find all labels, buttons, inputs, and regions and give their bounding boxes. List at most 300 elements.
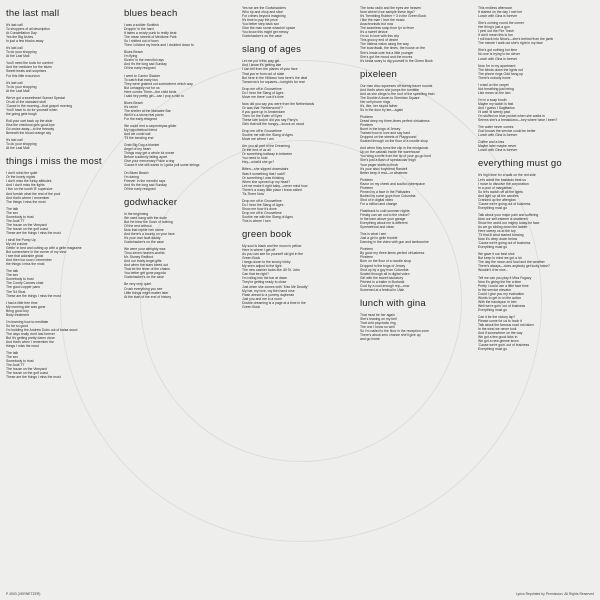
lyric-line: Pixeleen xyxy=(360,123,374,128)
lyric-line: Anachronistic but now xyxy=(360,22,394,27)
lyric-line: The house on the Vineyard xyxy=(6,222,47,227)
lyric-line: 'Cause we're goin' out of business xyxy=(478,343,530,348)
lyric-line: The Audi TT xyxy=(6,363,25,368)
lyric-line: Now it's deep down below xyxy=(478,237,518,242)
lyric-line: It's last call xyxy=(6,80,23,85)
lyric-line: The house on the golf coast xyxy=(6,226,48,231)
lyric-line: Here sweep us at the top xyxy=(478,229,516,234)
catalog-number: P 4903 (VERNETZER) xyxy=(6,592,41,596)
lyric-line: It takes a crusty punk to really beat xyxy=(124,31,177,36)
lyric-line: Somebody to trust xyxy=(6,214,34,219)
lyric-line: For a million and change xyxy=(360,201,398,206)
lyric-line: Of the early resigned xyxy=(124,186,156,191)
lyric-line: Razor on my cheek and soulful cyberspace xyxy=(360,181,425,186)
lyric-line: You wing a knife from the tip of your go-go boot xyxy=(360,154,431,159)
lyric-line: Well we're goin' out of business xyxy=(478,303,526,308)
lyric-line: Freaky can we out to the choice? xyxy=(360,213,410,218)
lyric-line: The torso radio and the eyes are heaven xyxy=(360,6,422,10)
lyric-line: Let's admit the bastards beat us xyxy=(478,177,526,182)
lyric-line: Drop me off in Groovetime xyxy=(242,129,282,134)
lyric-line: And it's the long sad Sunday xyxy=(124,62,167,67)
lyric-line: By good my three-times perfect virtualness xyxy=(360,251,425,256)
lyric-line: So I'm nailed to the floor in the reception zone xyxy=(360,329,429,334)
lyric-line: At the Last Mall xyxy=(6,88,30,93)
lyric-line: Green Book xyxy=(242,256,261,261)
lyric-line: This is where I turn xyxy=(242,219,271,224)
lyric-line: My seen adjust to the light xyxy=(242,264,282,269)
lyric-line: Tomorrow's for squares—tonight's for real xyxy=(242,79,305,84)
lyric-line: And if somewhere on the way xyxy=(478,331,523,336)
lyric-line: There's always—does anybody get lucky twice? xyxy=(478,264,550,269)
lyric-line: Pixeleen xyxy=(360,255,374,260)
lyric-line: So let's switch off all the lights xyxy=(478,189,523,194)
lyric-line: And our truely angel gifts xyxy=(124,259,162,264)
lyric-line: And when Nay turns the clip in the minigclock xyxy=(360,146,429,151)
lyric-line: You better get gone pagoda xyxy=(124,271,166,276)
lyric-line: Blues Beach xyxy=(124,100,144,105)
lyric-line: Wouldn't it be nice... xyxy=(478,268,509,273)
lyric-line: The phone rings Odd hang up xyxy=(478,71,524,76)
lyric-line: Pixeleen xyxy=(360,185,374,190)
song-title: the last mall xyxy=(6,8,60,19)
lyric-line: For the early resigned xyxy=(124,116,157,121)
lyric-line: Now it's giving the fire a time xyxy=(478,279,522,284)
lyric-line: Kiss the checkout girls good-bye xyxy=(6,122,55,127)
lyric-line: Before suddenly falling apart xyxy=(124,155,167,160)
lyric-line: It's last call xyxy=(6,23,23,27)
lyric-line: The blinds down the lights out xyxy=(478,67,523,72)
lyric-line: Just when she comes with "Kiss Me Deadly" xyxy=(242,284,309,289)
lyric-line: That you're from out of state xyxy=(242,71,285,76)
lyric-line: And light up all the candles xyxy=(478,193,519,198)
lyric-line: It's your own fault daddy xyxy=(124,236,161,241)
lyric-line: Words to get in on the action xyxy=(478,295,522,300)
lyric-line: Now our self-esteem is shattered xyxy=(478,216,528,221)
lyric-line: Of the rest without xyxy=(124,223,152,228)
lyric-line: At the Last Mall xyxy=(6,54,30,59)
lyric-line: Her thing's just a gun xyxy=(478,25,510,30)
lyric-line: I'm flying xyxy=(124,54,138,59)
lyric-line: Everything must go xyxy=(478,347,508,352)
lyric-line: As we go sliding down the ladder xyxy=(478,225,528,230)
lyric-line: But here in the Hilltown how here's the deal xyxy=(242,75,308,80)
lyric-line: Screened at a festival in Utah xyxy=(360,287,405,292)
rights-notice: Lyrics Reprinted by Permission. All Rights Reserved xyxy=(515,592,594,596)
lyric-line: Blues Beach xyxy=(124,50,144,55)
lyric-line: I'll wait 'til twenty past xyxy=(478,110,511,115)
lyric-line: I'm building the Andrew Dobs out of balsa wood xyxy=(6,327,78,332)
lyric-line: Move me where I am xyxy=(242,137,274,142)
lyric-line: At Constellation Day xyxy=(6,31,37,36)
lyric-line: I went to Cantor Slacker xyxy=(124,73,161,78)
lyric-line: Your pager starts to throb xyxy=(360,162,399,167)
lyric-line: Yes the Big Ashes xyxy=(6,35,34,40)
lyric-line: Do I hear the Slang of Ages xyxy=(242,90,284,95)
lyric-line: Scaled through all in digital video xyxy=(360,271,410,276)
lyric-line: My old cuisine xyxy=(6,242,28,247)
lyric-line: Sizzlin' in the merciful rays xyxy=(124,58,164,63)
lyric-line: Lunch with Gina is forever xyxy=(478,133,518,138)
lyric-line: My hypothetical friend xyxy=(124,128,157,133)
lyric-line: I'm rolling into the bar at dawn xyxy=(242,276,288,281)
lyric-line: The '54 Strat xyxy=(6,289,26,294)
lyric-line: Maybe my watch is fast xyxy=(478,101,514,106)
lyric-line: The Audi TT xyxy=(6,218,25,223)
lyric-line: You better step back son xyxy=(242,22,280,27)
lyric-line: Tell me can you play it Miss Fugazy xyxy=(478,275,532,280)
lyric-line: Or the end of us all xyxy=(242,148,271,153)
lyric-line: Seems she's a breakdown—hey where have I been? xyxy=(478,118,558,123)
lyric-line: I don't mind the quiet xyxy=(6,171,38,176)
lyric-line: It's last call xyxy=(6,138,23,143)
lyric-line: She's just a flash of spectacular thigh xyxy=(360,158,416,163)
lyric-line: Show the world our mighty today-he face xyxy=(478,220,540,225)
song-title: things i miss the most xyxy=(6,156,102,168)
lyric-line: Mr. Stoney Redford xyxy=(124,255,154,260)
lyric-line: At the Last Mall xyxy=(6,146,30,151)
lyric-line: Bring good boy xyxy=(6,308,29,313)
lyric-line: I can tell from the planes of your face xyxy=(242,67,298,72)
lyric-line: On Blues Beach xyxy=(124,170,149,175)
lyric-line: Soaked through on the floor of a noodle shop xyxy=(360,139,428,144)
lyric-line: For crimes beyond imagining xyxy=(242,14,286,19)
lyric-line: 'Cause if she still wants in I gotta pull some strings xyxy=(124,163,200,168)
lyric-line: To catch that early bus xyxy=(124,77,158,82)
lyric-line: These are the things I miss the most xyxy=(6,375,61,380)
lyric-line: In the beginning xyxy=(124,211,149,216)
lyric-line: The boardwalk, the times, the house on fire xyxy=(360,46,426,51)
lyric-line: Roll your cart back up the aisle xyxy=(6,118,53,123)
lyric-line: Droppin' in the hard xyxy=(124,27,154,32)
lyric-line: I'm stuffed on blue pocket when she walks in xyxy=(478,114,545,119)
lyric-line: The one I know so well xyxy=(360,325,395,329)
lyric-line: In the barn above your garage xyxy=(360,217,406,222)
lyric-line: Godwhacker's on the case xyxy=(124,275,164,280)
lyric-line: Everything must go xyxy=(478,245,508,250)
lyric-line: To shoppers of all description xyxy=(6,27,50,32)
lyric-line: Show me how it's done xyxy=(242,206,277,211)
lyric-line: Give your mercenary Pokie a ring xyxy=(124,159,175,164)
lyric-line: For this little excursion xyxy=(6,73,40,78)
lyric-line: We got a few good licks in xyxy=(478,335,518,340)
lyric-line: Of the early resigned xyxy=(124,66,156,71)
lyric-line: This groovy end of desire xyxy=(360,38,399,43)
lyric-line: Talk about the famous road not taken xyxy=(478,323,534,328)
lyric-line: The sex xyxy=(6,355,19,360)
lyric-line: Beneath the blood orange sky xyxy=(6,131,52,136)
lyric-line: Do I hear the Slang of Ages xyxy=(242,202,284,207)
lyric-line: It's high time for a walk on the red side xyxy=(478,173,536,178)
lyric-line: I move to dissolve the corporation xyxy=(478,181,529,186)
lyric-line: Not breathing just being xyxy=(478,86,514,91)
lyric-line: Somebody to trust xyxy=(6,277,34,282)
lyric-line: Can that be right? xyxy=(242,272,269,277)
lyric-line: It's rainin' xyxy=(124,104,139,109)
lyric-line: Lunch with Gina is forever xyxy=(478,14,518,19)
lyric-line: And then too soon I remember xyxy=(6,258,52,263)
lyric-line: I tango down to the smoky lobby xyxy=(242,260,291,265)
lyric-line: But He blew the Gosh of nothing xyxy=(124,219,173,224)
lyric-line: Are you all part of the Dreaming xyxy=(242,144,290,149)
lyric-line: Crush everything you see xyxy=(124,286,163,291)
lyric-line: It's time to pay the price xyxy=(242,18,278,23)
lyric-line: Let me put it this way girl xyxy=(242,59,280,64)
lyric-line: I crawl on the carpet xyxy=(478,82,509,87)
lyrics-column xyxy=(242,6,350,309)
lyric-line: and go home xyxy=(360,337,380,342)
lyric-line: As you can see for yourself old girl in the xyxy=(242,252,304,257)
lyric-line: The things I miss the most xyxy=(6,199,46,204)
lyric-line: Bitten—she slipped downstairs xyxy=(242,167,289,172)
lyric-line: Now I'm in my apartment xyxy=(478,63,516,68)
lyric-line: Now where'd we sample these legs? xyxy=(360,10,415,15)
lyric-line: It's your also! boyfriend Randell xyxy=(360,166,408,171)
lyric-line: Lunch with Gina is forever xyxy=(478,148,518,153)
lyric-line: The talk xyxy=(6,351,19,356)
lyric-line: Cranked up the afterglow xyxy=(478,197,516,202)
lyric-line: Lunch with Gina is forever xyxy=(478,56,518,61)
lyric-line: Let me make it right baby—never mind how xyxy=(242,183,308,188)
lyric-line: These late lookin' did you say Parry's xyxy=(242,117,298,122)
lyric-line: Burnt in the bogs of Jersey xyxy=(360,127,401,132)
lyric-line: 'Ta-There Now' xyxy=(242,191,265,196)
lyric-line: Pixeleen xyxy=(360,247,374,252)
lyric-line: It's Trembling Rubber + 3 in the Green Book xyxy=(360,14,427,19)
song-title: godwhacker xyxy=(124,196,178,208)
lyric-line: Soothe me with the Slang of Ages xyxy=(242,214,293,219)
lyric-line: Here is where I get off xyxy=(242,248,276,253)
lyric-line: Shot up by a guy from Columbia xyxy=(360,267,409,272)
lyric-line: I was a soldier Scottish xyxy=(124,23,159,27)
lyric-line: Or something halfway in between xyxy=(242,152,293,157)
lyric-line: On all of the standard stuff xyxy=(6,99,46,104)
lyric-line: She's got nothing but time xyxy=(478,48,518,53)
lyric-line: At the start of the end of history xyxy=(124,294,172,299)
lyric-line: So far so good xyxy=(6,323,29,328)
lyric-line: Hey—what'd she go? xyxy=(242,160,275,165)
lyric-line: The new cashier looks like Jill St. John xyxy=(242,268,301,273)
lyric-line: And I don't miss the fights xyxy=(6,183,45,188)
lyric-line: Dropped in the bogs of Jersey xyxy=(360,263,406,268)
lyric-line: These are the things I miss the most xyxy=(6,293,61,298)
lyric-line: In the wind we never took xyxy=(478,327,517,332)
lyric-line: I had a little free time xyxy=(6,300,38,305)
song-title: pixeleen xyxy=(360,68,397,80)
lyric-line: Girl with the sweet backstory xyxy=(360,275,404,280)
lyric-line: Pretty I could use a little face time xyxy=(478,283,529,288)
lyric-line: There's a crazy little place I know called xyxy=(242,187,302,192)
lyric-line: Who rip and chop and slice xyxy=(242,10,283,15)
lyric-line: My hat, my love, my thin hand rose xyxy=(242,288,295,293)
lyric-line: Or the lonely nights xyxy=(6,175,36,180)
lyric-line: So in the door by ten—again xyxy=(360,107,403,112)
lyric-line: Pixeleen xyxy=(360,114,374,119)
lyric-line: Just a girl in girlie trouble xyxy=(360,236,398,241)
lyric-line: Pinned by a face in the Palisades xyxy=(360,189,411,194)
lyric-line: If you gave up in Amsterdam xyxy=(242,109,285,114)
lyric-line: Freezin' in the merciful rays xyxy=(124,178,166,183)
lyric-line: Everything must go xyxy=(478,307,508,312)
lyric-line: And furnish what the rest of the pool xyxy=(6,191,61,196)
lyric-line: Give the man some whackin' space xyxy=(242,26,296,31)
lyric-line: In a pool of margaritas xyxy=(478,185,512,190)
lyrics-column xyxy=(6,6,114,379)
lyric-line: These are the things I miss the most xyxy=(6,230,61,235)
lyric-line: Better keep it real—or whatever xyxy=(360,170,408,175)
lyric-line: And I guess I Sagittarius xyxy=(478,105,515,110)
lyric-line: We've got a sweetheart Sunset Special xyxy=(6,95,65,100)
lyric-line: Pixeleen xyxy=(360,177,374,182)
lyric-line: And I know it's getting late xyxy=(242,63,282,68)
lyric-line: And as she clings to the roof of the speeding train xyxy=(360,91,435,96)
lyric-line: The sex xyxy=(6,273,19,278)
lyric-line: Girls that will the hungry—knock on wood xyxy=(242,122,305,127)
lyric-line: Her cell phone rings xyxy=(360,99,391,104)
lyric-line: She's got the mood and the moves xyxy=(360,54,413,59)
lyric-line: Bodied by some guys from Columbia xyxy=(360,193,416,198)
lyric-line: Trained how to love and say hard xyxy=(360,131,411,136)
lyric-line: We gave it our best shot xyxy=(478,252,515,257)
lyric-line: Angel of my heart xyxy=(124,147,151,152)
lyric-line: We used hang with the dude xyxy=(124,215,167,220)
lyric-line: Body treatment xyxy=(6,312,29,317)
lyric-line: The Double A down to Sheridan Square xyxy=(360,95,420,100)
lyric-line: Up on the catwalk inside the warehouse xyxy=(360,150,420,155)
lyric-line: Was it something that I said? xyxy=(242,171,286,176)
lyric-line: The Comfy Cannes chair xyxy=(6,281,44,286)
lyric-line: I like the man I love the music xyxy=(360,18,405,23)
lyric-line: In the service elevator xyxy=(478,287,512,292)
lyric-line: And it's the long sad Sunday xyxy=(124,182,167,187)
lyric-line: You'll have to do for yourself when xyxy=(6,107,58,112)
lyric-line: I'm daring xyxy=(124,174,139,179)
lyric-line: It don't mean this is fun xyxy=(478,33,513,38)
lyric-line: Please come for us to hook it xyxy=(478,319,522,323)
lyric-line: And that's when I remember the xyxy=(6,340,54,345)
song-title: lunch with gina xyxy=(360,297,426,309)
lyric-line: Everything must go xyxy=(478,205,508,210)
lyric-line: There's about zero chance she'll give up xyxy=(360,333,421,338)
lyric-line: I'm learning how to meditate xyxy=(6,319,49,324)
lyric-line: She's kinda cute but a little younger xyxy=(360,50,414,55)
lyric-line: Or something I was thinking xyxy=(242,175,284,180)
lyric-line: She's leaning on my bell xyxy=(360,316,397,321)
lyric-line: Drop me off in Groovetime xyxy=(242,86,282,91)
lyric-line: 'Til the bending end xyxy=(124,136,154,141)
lyric-line: the things I miss the most xyxy=(6,262,45,267)
lyric-line: Flashback to cold summer nights xyxy=(360,208,410,213)
lyrics-column xyxy=(478,6,586,351)
lyric-line: Soothe me with the Slang of Ages xyxy=(242,133,293,138)
lyric-line: 'Cause in the morning—that gospel morning xyxy=(6,103,73,108)
lyric-line: Like mean on the lam xyxy=(478,90,511,95)
lyric-line: In just a few blocks away xyxy=(6,39,44,44)
lyric-line: Now that reptile heir name xyxy=(124,227,164,232)
lyric-line: Can it be the victory lap? xyxy=(478,314,516,319)
lyric-line: Dread deep my three-times perfect virtualness xyxy=(360,119,430,124)
lyric-line: Somebody to trust xyxy=(6,359,34,364)
lyric-line: The water never comes xyxy=(478,125,514,130)
lyric-line: Godwhacker's on the case xyxy=(124,240,164,245)
lyric-line: It's last call xyxy=(6,46,23,51)
lyric-line: They were grained out somewhere which way xyxy=(124,81,193,86)
lyric-line: Grab Big Dog a blanket xyxy=(124,143,160,148)
lyric-line: I'm in a soap booth xyxy=(478,97,507,102)
lyric-line: Be very very quiet xyxy=(124,282,152,287)
lyric-line: We could rent a carpentripas glider xyxy=(124,124,177,129)
lyric-line: My morning site was gone xyxy=(6,304,46,309)
lyric-line: 'Til that ill wind started blowing xyxy=(478,233,524,238)
lyric-line: I peel out the Fire Trash xyxy=(478,29,514,34)
lyric-line: But unhappily not for us xyxy=(124,85,160,90)
lyric-line: Dancing in the video with gun and tambourine xyxy=(360,240,429,245)
lyric-line: Drop me off in Groovetime xyxy=(242,198,282,203)
lyric-line: Move me there 'cos it's time xyxy=(242,94,284,99)
lyric-line: Sweet treats and surprises xyxy=(6,69,47,74)
lyric-line: So I shifted out of town xyxy=(124,39,159,44)
lyrics-column xyxy=(124,6,232,299)
lyric-line: To do your shopping xyxy=(6,84,37,89)
lyric-line: Everything about me is different xyxy=(360,221,408,226)
lyric-line: We were your almighty was xyxy=(124,247,166,252)
lyric-line: Godwhacker's on the case xyxy=(242,34,282,39)
lyric-line: And we could sail xyxy=(124,132,151,137)
lyric-line: I roll back into Nina's—she's behind from the jamb xyxy=(478,37,554,42)
lyric-line: The seamless soap from fyr to fever xyxy=(360,26,415,31)
lyric-line: Double dreaming is a page at a time in the xyxy=(242,300,306,305)
song-title: green book xyxy=(242,229,292,241)
lyric-line: I see that adorable ghost xyxy=(6,254,44,259)
lyric-line: I stroll the Pump Up xyxy=(6,237,36,242)
lyric-line: They're getting ready to close xyxy=(242,280,287,285)
lyric-line: 'Cause we're going out of business xyxy=(478,201,531,206)
lyric-line: She's coming round the corner xyxy=(478,21,525,26)
lyric-line: My soul is black and the moon is yellow xyxy=(242,244,302,249)
lyric-line: Our man Also squeezes off twenty tracer rounds xyxy=(360,83,433,88)
lyric-line: This is what I see xyxy=(360,232,387,237)
lyric-line: It started on the day I met her xyxy=(478,10,523,15)
lyric-line: Dropped on the streets of Playground xyxy=(360,135,417,140)
lyric-line: To do your shopping xyxy=(6,142,37,147)
lyric-line: And that's when she jumps the turnstile xyxy=(360,87,419,92)
lyric-line: Symmetrical and clean xyxy=(360,225,395,230)
lyric-line: You need to hold xyxy=(242,156,268,161)
lyric-line: Gettin' in bed and cutting up with a girlie magazine xyxy=(6,246,82,251)
lyric-line: Little things might matter later xyxy=(124,290,169,295)
lyric-line: The house on the golf coast xyxy=(6,371,48,376)
lyric-line: The house on the Vineyard xyxy=(6,367,47,372)
lyric-line: Born on the floor of a noodle shop xyxy=(360,259,412,264)
lyric-line: I live on the south 'B' supersize xyxy=(6,187,53,192)
lyric-line: Go cruise away—to the freeway xyxy=(6,127,55,132)
lyric-line: I'm so in love with this city xyxy=(360,34,399,39)
lyric-line: Pitched in a trailer in Burbank xyxy=(360,279,405,284)
lyric-line: Then I clicked my heels and I doubled down to xyxy=(124,43,194,48)
lyric-line: With the handspun in trim xyxy=(478,299,517,304)
lyric-line: We got a new gimme know xyxy=(478,339,519,344)
lyric-line: Now did you say you were from the Netherlands xyxy=(242,101,315,106)
song-title: slang of ages xyxy=(242,44,302,56)
lyric-line: The sex xyxy=(6,210,19,215)
lyric-line: Here comes Three—the child birds xyxy=(124,89,177,94)
lyric-line: Drop me off in Groovetime xyxy=(242,210,282,215)
lyric-line: I don't miss the funky attitudes xyxy=(6,179,52,184)
lyric-line: And when the stars bleed out xyxy=(124,263,168,268)
lyric-line: There's nobody home xyxy=(478,75,511,80)
lyric-line: 'Cause we're going out of business xyxy=(478,241,531,246)
lyric-line: The mean streets of Medicine Park xyxy=(124,35,177,40)
lyric-line: It's a sweet device xyxy=(360,30,388,35)
